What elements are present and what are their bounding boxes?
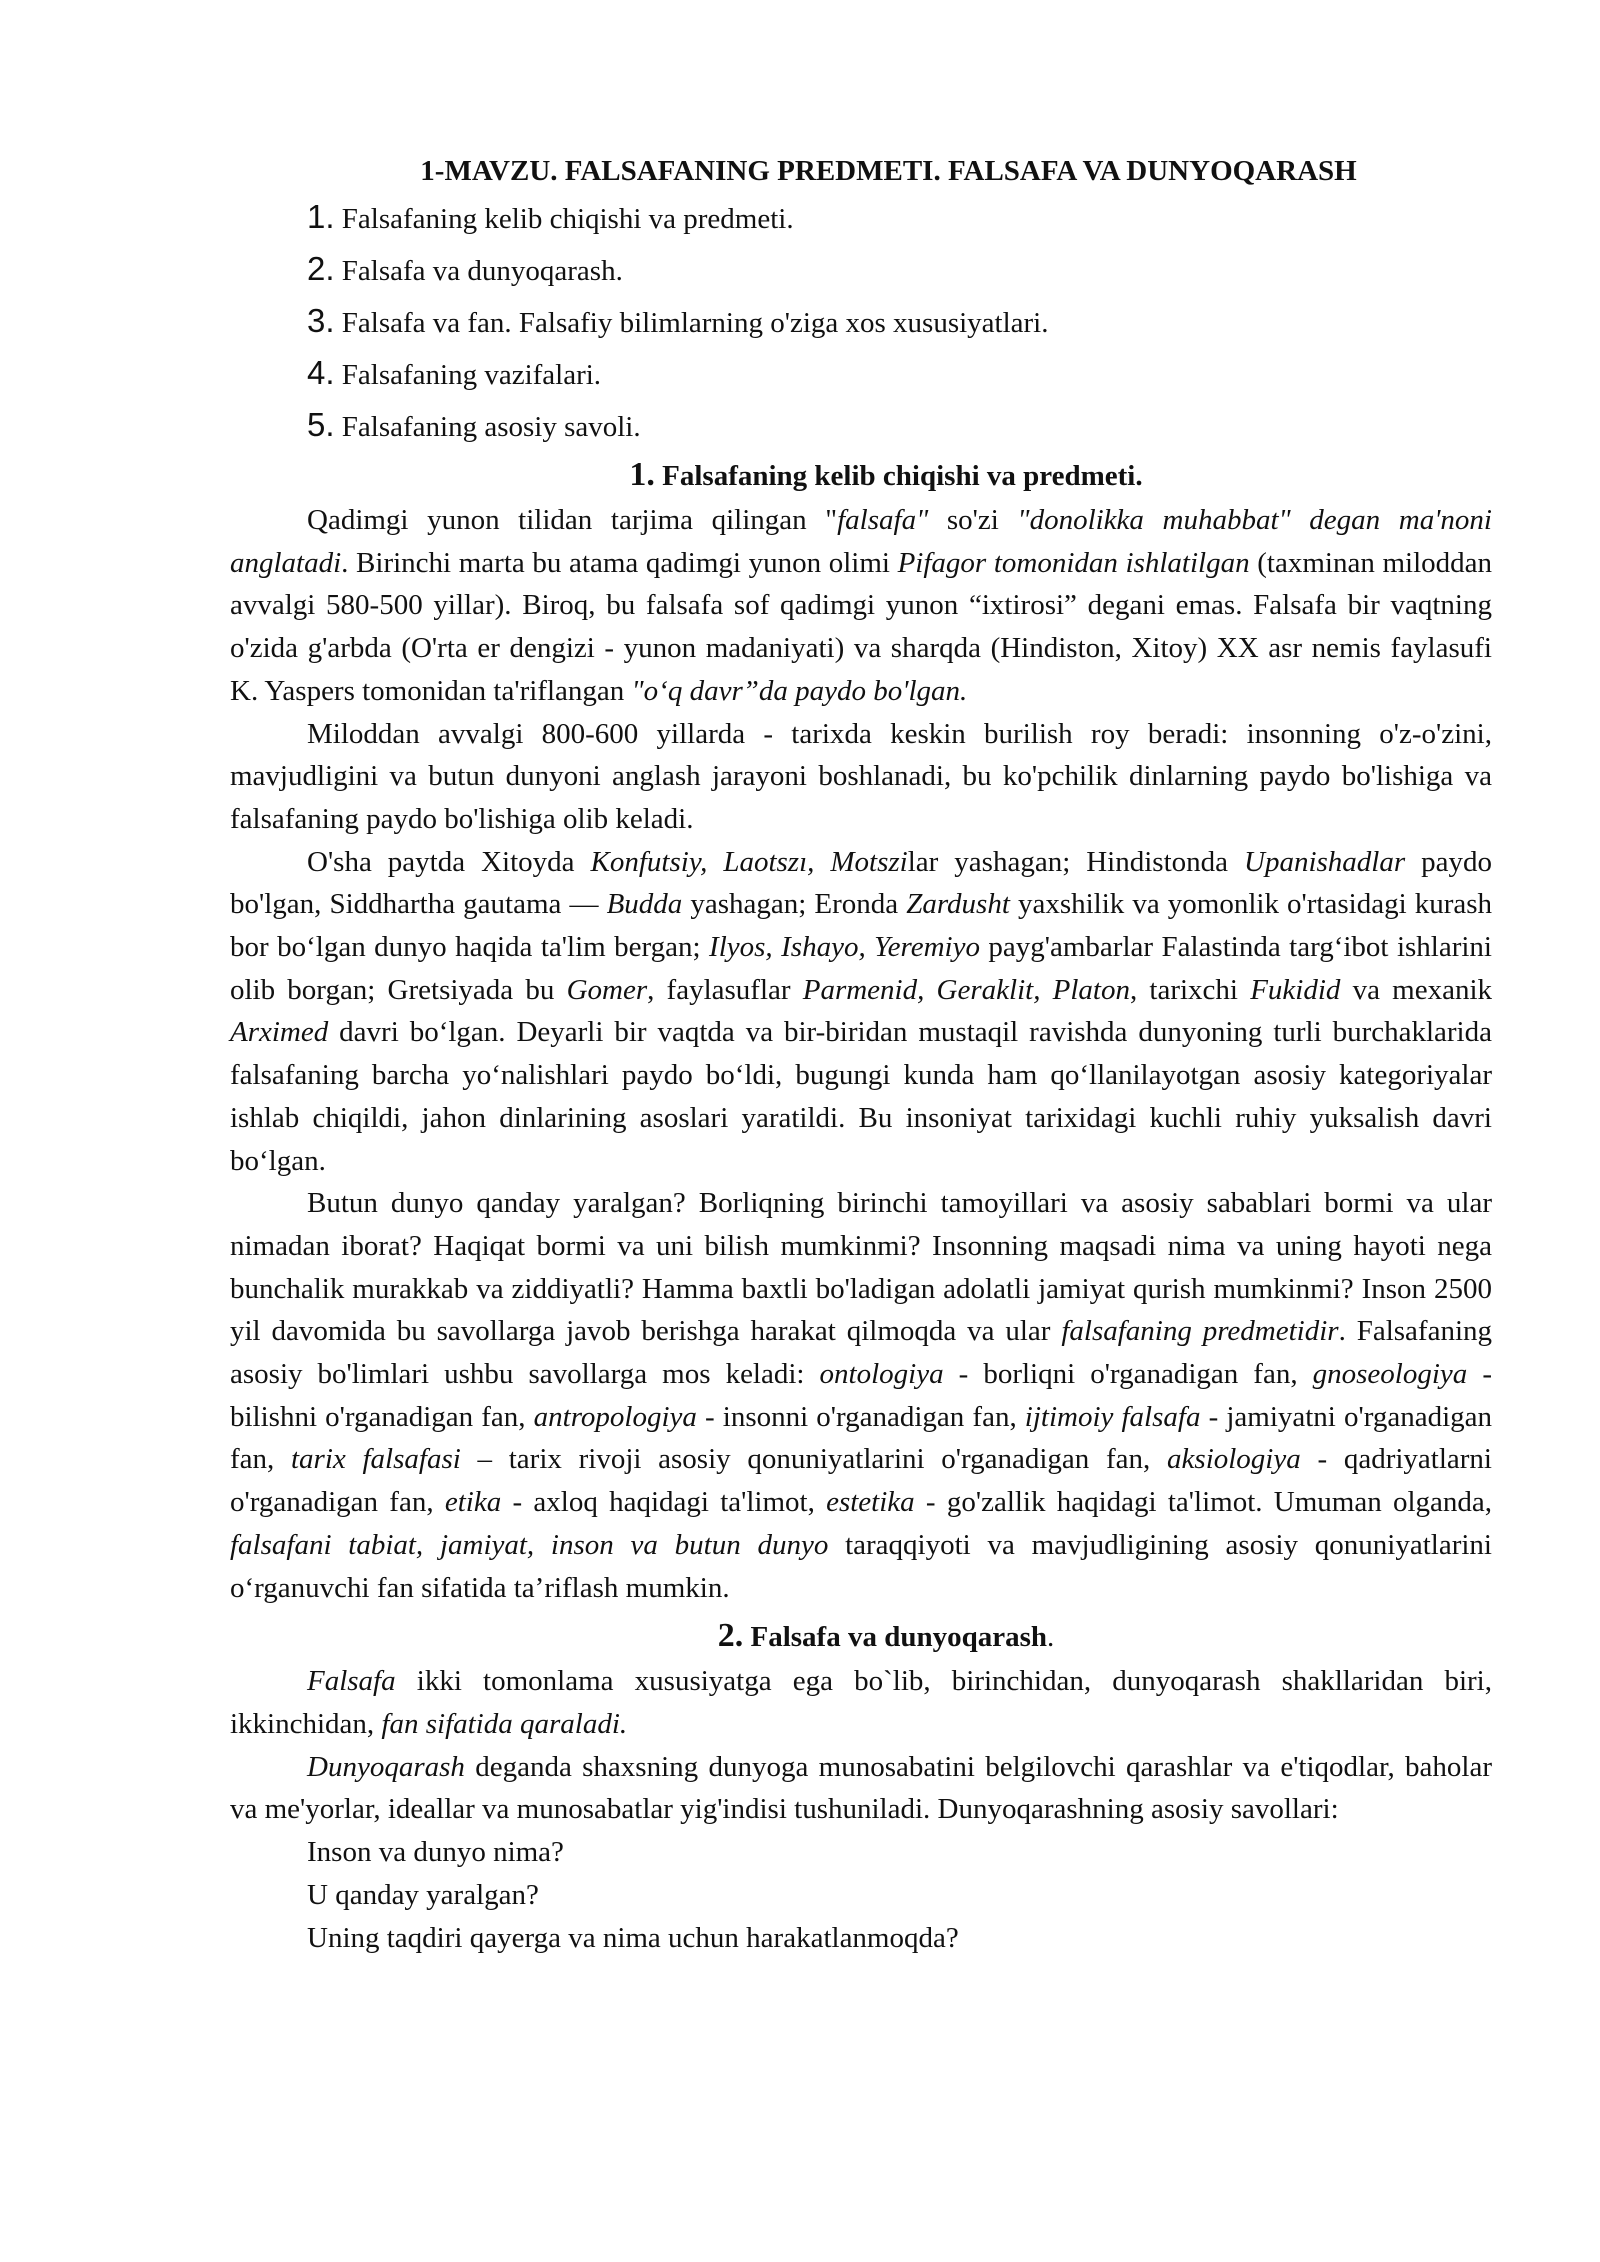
outline-number: 3. xyxy=(307,302,335,339)
paragraph: Falsafa ikki tomonlama xususiyatga ega bo`lib, birinchidan, dunyoqarash shakllaridan biri, ikkinchidan, fan sifatida qaraladi. xyxy=(230,1665,1492,1740)
outline-text: Falsafaning kelib chiqishi va predmeti. xyxy=(341,203,794,235)
section-title: Falsafaning kelib chiqishi va predmeti. xyxy=(662,460,1143,492)
section-1-heading xyxy=(280,452,1492,499)
paragraph: Miloddan avvalgi 800-600 yillarda - tarixda keskin burilish roy beradi: insonning o'z-o'zini, mavjudligini va butun dunyoni anglash jarayoni boshlanadi, bu ko'pchilik dinlarning paydo bo'lishiga va falsafaning paydo bo'lishiga olib keladi. xyxy=(230,717,1492,835)
section-number: 1. xyxy=(629,456,655,493)
outline-item xyxy=(230,400,1492,452)
outline-item xyxy=(230,192,1492,244)
document-page xyxy=(230,150,1492,1959)
paragraph: Qadimgi yunon tilidan tarjima qilingan "falsafa" so'zi "donolikka muhabbat" degan ma'noni anglatadi. Birinchi marta bu atama qadimgi yunon olimi Pifagor tomonidan ishlatilgan (taxminan miloddan avvalgi 580-500 yillar). Biroq, bu falsafa sof qadimgi yunon “ixtirosi” degani emas. Falsafa bir vaqtning o'zida g'arbda (O'rta er dengizi - yunon madaniyati) va sharqda (Hindiston, Xitoy) XX asr nemis faylasufi K. Yaspers tomonidan ta'riflangan "o‘q davr”da paydo bo'lgan. xyxy=(230,504,1492,707)
outline-item xyxy=(230,296,1492,348)
paragraph: O'sha paytda Xitoyda Konfutsiy, Laotszı, Motszilar yashagan; Hindistonda Upanishadlar paydo bo'lgan, Siddhartha gautama — Budda yashagan; Eronda Zardusht yaxshilik va yomonlik o'rtasidagi kurash bor bo‘lgan dunyo haqida ta'lim bergan; Ilyos, Ishayo, Yeremiyo payg'ambarlar Falastinda targ‘ibot ishlarini olib borgan; Gretsiyada bu Gomer, faylasuflar Parmenid, Geraklit, Platon, tarixchi Fukidid va mexanik Arximed davri bo‘lgan. Deyarli bir vaqtda va bir-biridan mustaqil ravishda dunyoning turli burchaklarida falsafaning barcha yo‘nalishlari paydo bo‘ldi, bugungi kunda ham qo‘llanilayotgan asosiy kategoriyalar ishlab chiqildi, jahon dinlarining asoslari yaratildi. Bu insoniyat tarixidagi kuchli ruhiy yuksalish davri bo‘lgan. xyxy=(230,845,1493,1177)
page-title: 1-MAVZU. FALSAFANING PREDMETI. FALSAFA VA DUNYOQARASH xyxy=(420,155,1357,187)
outline-item xyxy=(230,244,1492,296)
outline-text: Falsafaning vazifalari. xyxy=(341,359,602,391)
paragraph: Butun dunyo qanday yaralgan? Borliqning birinchi tamoyillari va asosiy sabablari bormi va ular nimadan iborat? Haqiqat bormi va uni bilish mumkinmi? Insonning maqsadi nima va uning hayoti nega bunchalik murakkab va ziddiyatli? Hamma baxtli bo'ladigan adolatli jamiyat qurish mumkinmi? Inson 2500 yil davomida bu savollarga javob berishga harakat qilmoqda va ular falsafaning predmetidir. Falsafaning asosiy bo'limlari ushbu savollarga mos keladi: ontologiya - borliqni o'rganadigan fan, gnoseologiya - bilishni o'rganadigan fan, antropologiya - insonni o'rganadigan fan, ijtimoiy falsafa - jamiyatni o'rganadigan fan, tarix falsafasi – tarix rivoji asosiy qonuniyatlarini o'rganadigan fan, aksiologiya - qadriyatlarni o'rganadigan fan, etika - axloq haqidagi ta'limot, estetika - go'zallik haqidagi ta'limot. Umuman olganda, falsafani tabiat, jamiyat, inson va butun dunyo taraqqiyoti va mavjudligining asosiy qonuniyatlarini o‘rganuvchi fan sifatida ta’riflash mumkin. xyxy=(230,1187,1493,1604)
topic-outline xyxy=(230,192,1492,452)
outline-text: Falsafa va fan. Falsafiy bilimlarning o'ziga xos xususiyatlari. xyxy=(341,307,1049,339)
outline-number: 5. xyxy=(307,406,335,443)
outline-item xyxy=(230,348,1492,400)
section-number: 2. xyxy=(717,1617,744,1655)
section-2-heading: 2. Falsafa va dunyoqarash. xyxy=(717,1617,1055,1655)
question-line: Inson va dunyo nima? xyxy=(307,1836,564,1869)
section-title: Falsafa va dunyoqarash xyxy=(750,1621,1047,1654)
paragraph: Dunyoqarash deganda shaxsning dunyoga munosabatini belgilovchi qarashlar va e'tiqodlar, baholar va me'yorlar, ideallar va munosabatlar yig'indisi tushuniladi. Dunyoqarashning asosiy savollari: xyxy=(230,1750,1492,1826)
question-line: U qanday yaralgan? xyxy=(307,1878,539,1911)
outline-number: 4. xyxy=(307,354,335,391)
outline-text: Falsafa va dunyoqarash. xyxy=(341,255,623,287)
outline-number: 1. xyxy=(307,198,335,235)
outline-text: Falsafaning asosiy savoli. xyxy=(341,411,641,443)
outline-number: 2. xyxy=(307,250,335,287)
question-line: Uning taqdiri qayerga va nima uchun harakatlanmoqda? xyxy=(307,1921,959,1954)
